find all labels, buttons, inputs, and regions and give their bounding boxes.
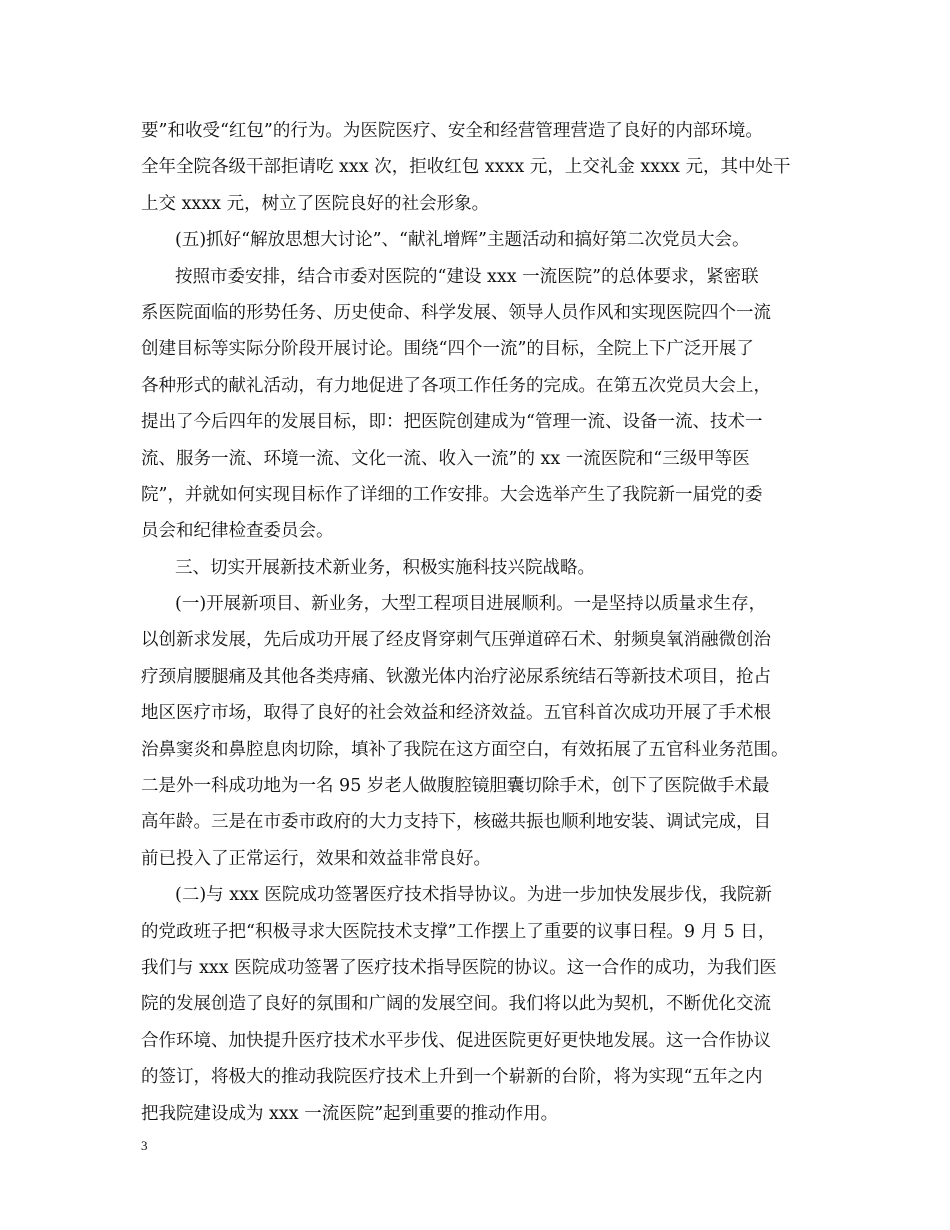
text-line: 创建目标等实际分阶段开展讨论。围绕“四个一流”的目标，全院上下广泛开展了 [141,339,754,360]
text-line: 院”，并就如何实现目标作了详细的工作安排。大会选举产生了我院新一届党的委 [141,484,763,505]
page-number: 3 [141,1138,148,1153]
text-line: (五)抓好“解放思想大讨论”、“献礼增辉”主题活动和搞好第二次党员大会。 [175,230,750,251]
text-line: 前已投入了正常运行，效果和效益非常良好。 [141,848,491,869]
text-line: (二)与 xxx 医院成功签署医疗技术指导协议。为进一步加快发展步伐，我院新 [175,885,772,906]
text-line: 二是外一科成功地为一名 95 岁老人做腹腔镜胆囊切除手术，创下了医院做手术最 [141,776,770,797]
text-line: 我们与 xxx 医院成功签署了医疗技术指导医院的协议。这一合作的成功，为我们医 [141,957,777,978]
text-line: 三、切实开展新技术新业务，积极实施科技兴院战略。 [175,557,595,578]
text-line: 地区医疗市场，取得了良好的社会效益和经济效益。五官科首次成功开展了手术根 [141,703,771,724]
text-line: (一)开展新项目、新业务，大型工程项目进展顺利。一是坚持以质量求生存， [175,594,767,615]
text-line: 合作环境、加快提升医疗技术水平步伐、促进医院更好更快地发展。这一合作协议 [141,1030,771,1051]
document-body [141,113,811,1132]
text-line: 的党政班子把“积极寻求大医院技术支撑”工作摆上了重要的议事日程。9 月 5 日， [141,921,776,942]
text-line: 按照市委安排，结合市委对医院的“建设 xxx 一流医院”的总体要求，紧密联 [175,266,759,287]
text-line: 院的发展创造了良好的氛围和广阔的发展空间。我们将以此为契机，不断优化交流 [141,994,771,1015]
text-line: 各种形式的献礼活动，有力地促进了各项工作任务的完成。在第五次党员大会上， [141,375,771,396]
text-line: 流、服务一流、环境一流、文化一流、收入一流”的 xx 一流医院和“三级甲等医 [141,448,750,469]
text-line: 要”和收受“红包”的行为。为医院医疗、安全和经营管理营造了良好的内部环境。 [141,121,763,141]
text-line: 提出了今后四年的发展目标，即：把医院创建成为“管理一流、设备一流、技术一 [141,412,763,433]
text-line: 疗颈肩腰腿痛及其他各类痔痛、钬激光体内治疗泌尿系统结石等新技术项目，抢占 [141,666,771,687]
text-line: 员会和纪律检查委员会。 [141,521,334,542]
text-line: 的签订，将极大的推动我院医疗技术上升到一个崭新的台阶，将为实现“五年之内 [141,1067,763,1088]
text-line: 把我院建设成为 xxx 一流医院”起到重要的推动作用。 [141,1103,559,1124]
text-line: 全年全院各级干部拒请吃 xxx 次，拒收红包 xxxx 元，上交礼金 xxxx 元，其中处干 [141,157,791,178]
text-line: 上交 xxxx 元，树立了医院良好的社会形象。 [141,193,490,214]
text-line: 系医院面临的形势任务、历史使命、科学发展、领导人员作风和实现医院四个一流 [141,302,771,323]
text-line: 高年龄。三是在市委市政府的大力支持下，核磁共振也顺利地安装、调试完成，目 [141,812,771,833]
text-line: 治鼻窦炎和鼻腔息肉切除，填补了我院在这方面空白，有效拓展了五官科业务范围。 [141,739,789,760]
text-line: 以创新求发展，先后成功开展了经皮肾穿刺气压弹道碎石术、射频臭氧消融微创治 [141,630,771,651]
